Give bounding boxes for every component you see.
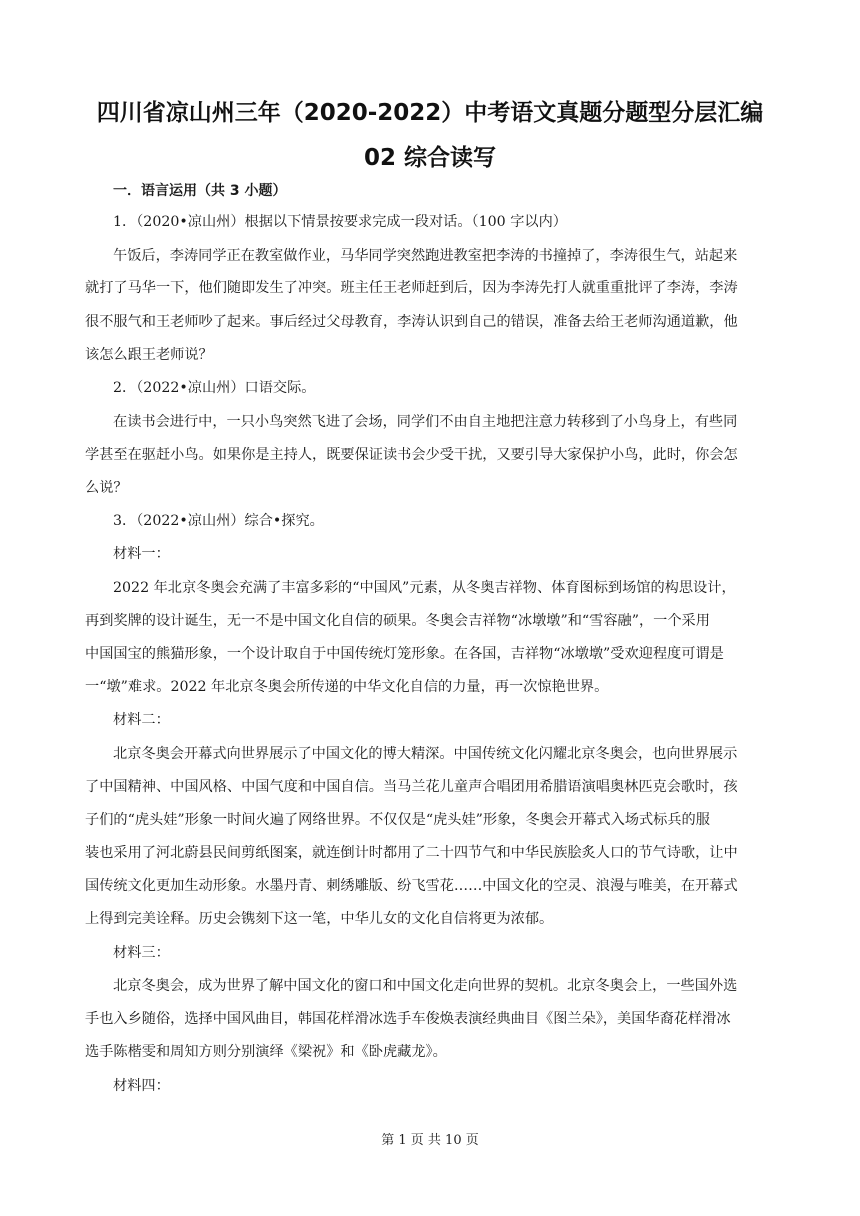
question-2-text-line: 在读书会进行中，一只小鸟突然飞进了会场，同学们不由自主地把注意力转移到了小鸟身上，有些同	[113, 414, 738, 430]
question-3-prompt: 3．（2022•凉山州）综合•探究。	[113, 513, 324, 529]
question-2-text-line: 么说？	[85, 480, 128, 496]
question-1-prompt: 1．（2020•凉山州）根据以下情景按要求完成一段对话。（100 字以内）	[113, 214, 567, 230]
material-2-line: 国传统文化更加生动形象。水墨丹青、刺绣雕版、纷飞雪花……中国文化的空灵、浪漫与唯美，在开幕式	[85, 878, 738, 894]
question-1-text-line: 午饭后，李涛同学正在教室做作业，马华同学突然跑进教室把李涛的书撞掉了，李涛很生气，站起来	[113, 248, 738, 264]
material-3-line: 选手陈楷雯和周知方则分别演绎《梁祝》和《卧虎藏龙》。	[85, 1044, 447, 1060]
material-label: 材料四：	[113, 1078, 170, 1094]
question-1-text-line: 就打了马华一下，他们随即发生了冲突。班主任王老师赶到后，因为李涛先打人就重重批评了李涛，李涛	[85, 280, 738, 296]
material-2-line: 装也采用了河北蔚县民间剪纸图案，就连倒计时都用了二十四节气和中华民族脍炙人口的节气诗歌，让中	[85, 845, 738, 861]
material-1-line: 一“墩”难求。2022 年北京冬奥会所传递的中华文化自信的力量，再一次惊艳世界。	[85, 679, 609, 695]
question-1-text-line: 该怎么跟王老师说？	[85, 347, 213, 363]
material-1-line: 再到奖牌的设计诞生，无一不是中国文化自信的硕果。冬奥会吉祥物“冰墩墩”和“雪容融”，一个采用	[85, 613, 710, 629]
question-1-text-line: 很不服气和王老师吵了起来。事后经过父母教育，李涛认识到自己的错误，准备去给王老师沟通道歉，他	[85, 314, 738, 330]
question-2-text-line: 学甚至在驱赶小鸟。如果你是主持人，既要保证读书会少受干扰，又要引导大家保护小鸟，此时，你会怎	[85, 447, 738, 463]
material-2-line: 上得到完美诠释。历史会镌刻下这一笔，中华儿女的文化自信将更为浓郁。	[85, 911, 554, 927]
document-title-line1: 四川省凉山州三年（2020-2022）中考语文真题分题型分层汇编	[96, 100, 764, 126]
material-label: 材料二：	[113, 712, 170, 728]
material-1-line: 2022 年北京冬奥会充满了丰富多彩的“中国风”元素，从冬奥吉祥物、体育图标到场馆的构思设计，	[113, 580, 736, 596]
material-label: 材料一：	[113, 546, 170, 562]
material-3-line: 手也入乡随俗，选择中国风曲目，韩国花样滑冰选手车俊焕表演经典曲目《图兰朵》，美国华裔花样滑冰	[85, 1011, 731, 1027]
material-label: 材料三：	[113, 945, 170, 961]
material-2-line: 了中国精神、中国风格、中国气度和中国自信。当马兰花儿童声合唱团用希腊语演唱奥林匹克会歌时，孩	[85, 779, 738, 795]
page-footer: 第 1 页 共 10 页	[381, 1133, 479, 1148]
material-1-line: 中国国宝的熊猫形象，一个设计取自于中国传统灯笼形象。在各国，吉祥物“冰墩墩”受欢迎程度可谓是	[85, 646, 724, 662]
material-2-line: 子们的“虎头娃”形象一时间火遍了网络世界。不仅仅是“虎头娃”形象，冬奥会开幕式入场式标兵的服	[85, 812, 710, 828]
question-2-prompt: 2．（2022•凉山州）口语交际。	[113, 380, 316, 396]
section-heading: 一．语言运用（共 3 小题）	[113, 183, 287, 199]
material-3-line: 北京冬奥会，成为世界了解中国文化的窗口和中国文化走向世界的契机。北京冬奥会上，一些国外选	[113, 978, 738, 994]
document-title-line2: 02 综合读写	[363, 145, 496, 171]
material-2-line: 北京冬奥会开幕式向世界展示了中国文化的博大精深。中国传统文化闪耀北京冬奥会，也向世界展示	[113, 746, 738, 762]
